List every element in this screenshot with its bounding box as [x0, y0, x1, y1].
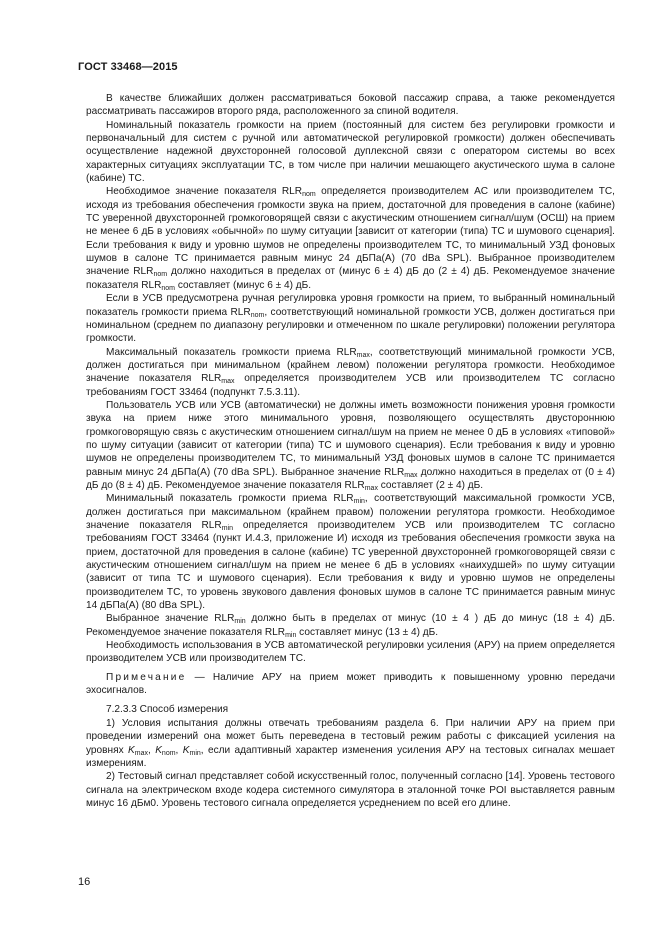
paragraph-agc: Необходимость использования в УСВ автоматической регулировки усиления (АРУ) на прием определяется производителем УСВ или производителем ТС. [86, 640, 615, 665]
paragraph-rlr-min-range: Выбранное значение $RLR_{min}$ должно быть в пределах от минус (10 ± 4 ) дБ до минус (18 ± 4) дБ. Рекомендуемое значение показателя $RLR_{min}$ составляет минус (13 ± 4) дБ. [86, 613, 615, 639]
note [86, 671, 615, 698]
paragraph-rlr-max: Максимальный показатель громкости приема $RLR_{max}$, соответствующий минимальной громкости УСВ, должен достигаться при минимальном (крайнем левом) положении регулятора громкости. Необходимое значение показателя $RLR_{max}$ определяется производителем УСВ или производителем ТС согласно требованиям ГОСТ 33464 (подпункт 7.5.3.11). [86, 346, 615, 398]
paragraph-passengers: В качестве ближайших должен рассматриваться боковой пассажир справа, а также рекомендуется рассматривать пассажиров второго ряда, расположенного за спиной водителя. [86, 93, 615, 118]
paragraph-test-conditions: 1) Условия испытания должны отвечать требованиям раздела 6. При наличии АРУ на прием при проведении измерений она может быть переведена в тестовый режим работы с фиксацией усиления на уровнях $K_{max}$, $K_{nom}$, $K_{min}$, если адаптивный характер изменения усиления АРУ на тестовых сигналах мешает измерениям. [86, 717, 615, 769]
paragraph-rlr-min: Минимальный показатель громкости приема $RLR_{min}$, соответствующий максимальной громкости УСВ, должен достигаться при максимальном (крайнем правом) положении регулятора громкости. Необходимое значение показателя $RLR_{min}$ определяется производителем УСВ или производителем ТС согласно требованиям ГОСТ 33464 (пункт И.4.3, приложение И) исходя из требования обеспечения громкости звука на прием, достаточной для проведения в салоне (кабине) ТС уверенной двухсторонней громкоговорящей связи с акустическим отношением сигнал/шум на прием не менее 6 дБ в условиях «наихудшей» по шуму ситуации (зависит от типа ТС и шумового сценария). Если требования к виду и уровню шумов не определены производителем ТС, то уровень звукового давления фоновых шумов в салоне ТС принимается равным минус 14 дБПа(А) (80 dBa SPL). [86, 493, 615, 612]
page-number: 16 [78, 876, 91, 888]
section-title: 7.2.3.3 Способ измерения [106, 704, 229, 716]
document-body [86, 92, 615, 810]
note-label: Примечание [106, 671, 187, 683]
paragraph-manual-volume: Если в УСВ предусмотрена ручная регулировка уровня громкости на прием, то выбранный номинальный показатель громкости приема $RLR_{nom}$, соответствующий номинальной громкости УСВ, должен достигаться при номинальном (среднем по диапазону регулировки и отмеченном по шкале регулировки) положении регулятора громкости. [86, 293, 616, 345]
paragraph-test-signal: 2) Тестовый сигнал представляет собой искусственный голос, полученный согласно [14]. Уровень тестового сигнала на электрическом входе кодера системного симулятора в эталонной точке POI выставляется равным минус 16 дБм0. Уровень тестового сигнала определяется усреднением по всей его длине. [86, 771, 615, 809]
note-text: — Наличие АРУ на прием может приводить к повышенному уровню передачи эхосигналов. [86, 671, 615, 697]
paragraph-minimum-level: Пользователь УСВ или УСВ (автоматически) не должны иметь возможности понижения уровня громкости звука на прием ниже этого минимального уровня, позволяющего осуществлять двустороннюю громкоговорящую связь с акустическим отношением сигнал/шум на прием не менее 0 дБ в условиях «типовой» по шуму ситуации (зависит от категории (типа) ТС и шумового сценария). Если требования к виду и уровню шумов не определены производителем ТС, то минимальный УЗД фоновых шумов в салоне ТС принимается равным минус 24 дБПа(А) (70 dBa SPL). Выбранное значение $RLR_{max}$ должно находиться в пределах от (0 ± 4) дБ до (8 ± 4) дБ. Рекомендуемое значение показателя $RLR_{max}$ составляет (2 ± 4) дБ. [86, 399, 615, 492]
paragraph-rlr-nom-requirement: Необходимое значение показателя $RLR_{nom}$ определяется производителем АС или производителем ТС, исходя из требования обеспечения громкости звука на прием, достаточной для проведения в салоне (кабине) ТС уверенной двухсторонней громкоговорящей связи с акустическим отношением сигнал/шум (ОСШ) на прием не менее 6 дБ в условиях «обычной» по шуму ситуации [зависит от категории (типа) ТС и шумового сценария]. Если требования к виду и уровню шумов не определены производителем ТС, то минимальный УЗД фоновых шумов в салоне ТС принимается равным минус 24 дБПа(А) (70 dBa SPL). Выбранное производителем значение $RLR_{nom}$ должно находиться в пределах от (минус 6 ± 4) дБ до (2 ± 4) дБ. Рекомендуемое значение показателя $RLR_{nom}$ составляет (минус 6 ± 4) дБ. [86, 186, 615, 292]
paragraph-nominal-loudness: Номинальный показатель громкости на прием (постоянный для систем без регулировки громкости и первоначальный для систем с ручной или автоматической регулировкой громкости) должен обеспечивать осуществление надежной двухсторонней голосовой дуплексной связи с оператором системы во всех характерных ситуациях эксплуатации ТС, в том числе при наличии мешающего акустического шума в салоне (кабине) ТС. [86, 119, 615, 185]
document-header: ГОСТ 33468—2015 [78, 61, 178, 73]
